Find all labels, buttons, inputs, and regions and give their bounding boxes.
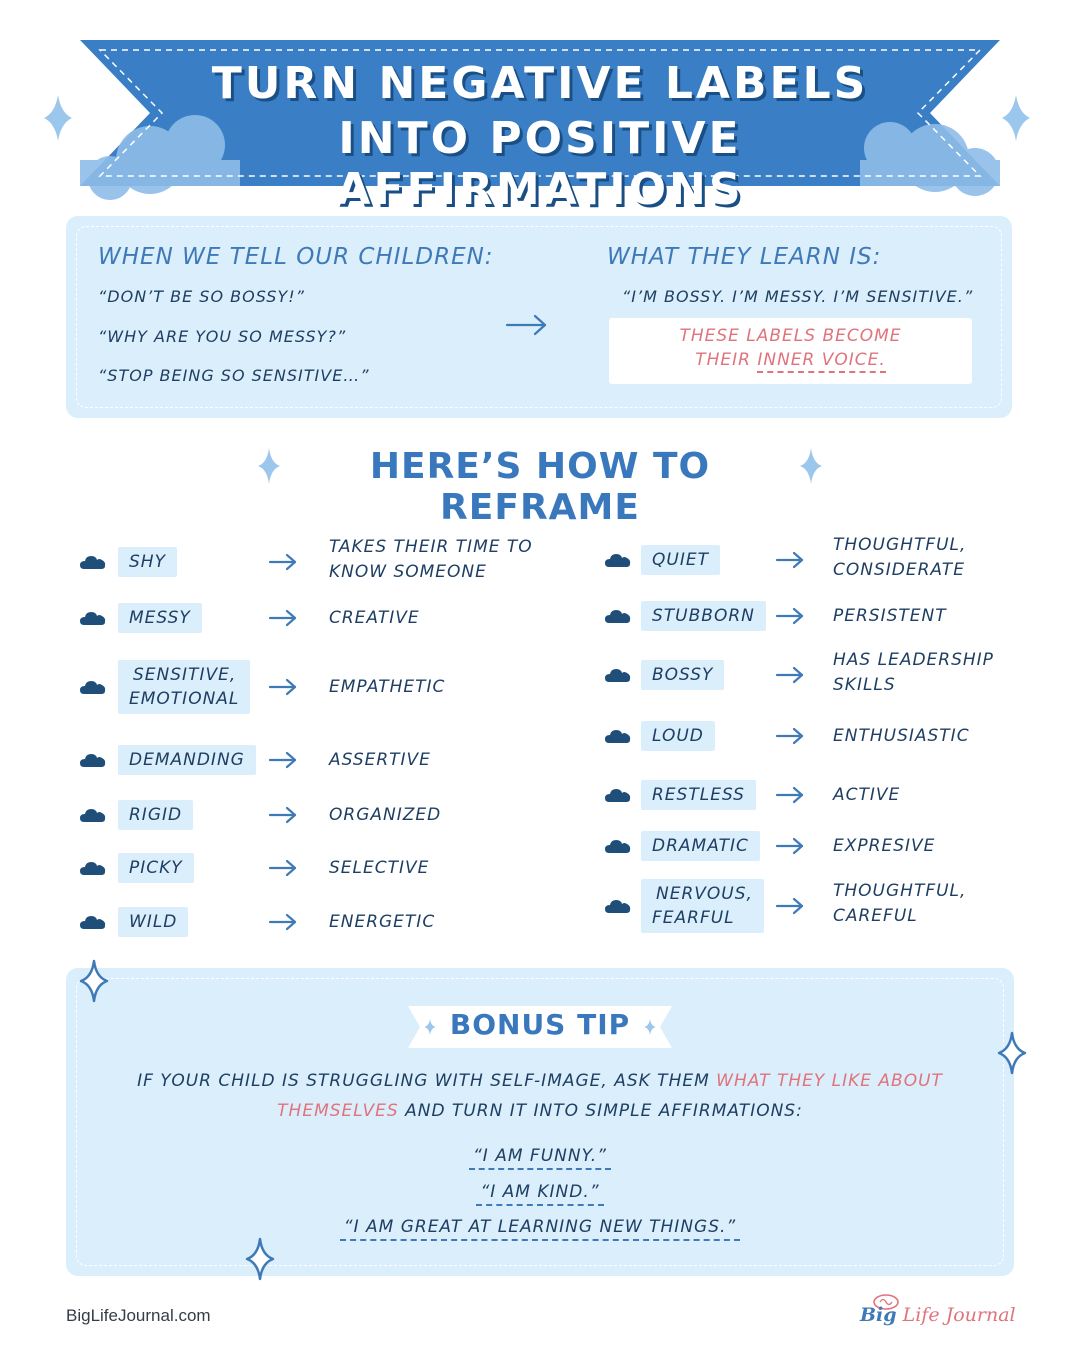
negative-label-text: RIGID bbox=[129, 805, 183, 825]
negative-label-text: FEARFUL bbox=[652, 908, 735, 928]
sparkle-outline-icon bbox=[244, 1236, 276, 1282]
bonus-text: AND TURN IT INTO SIMPLE AFFIRMATIONS: bbox=[398, 1101, 803, 1121]
arrow-right-icon bbox=[268, 858, 298, 882]
positive-reframe-text: EMPATHETIC bbox=[329, 676, 446, 697]
negative-label-text: SHY bbox=[129, 552, 166, 572]
sparkle-outline-icon bbox=[996, 1030, 1028, 1076]
negative-label-chip bbox=[118, 745, 256, 775]
negative-label-text: NERVOUS, bbox=[656, 884, 753, 904]
arrow-right-icon bbox=[775, 836, 805, 860]
negative-label-chip bbox=[118, 907, 188, 937]
bonus-tip-line-2 bbox=[66, 1101, 1014, 1121]
arrow-right-icon bbox=[775, 606, 805, 630]
negative-label-chip bbox=[118, 853, 194, 883]
bonus-tip-line-1 bbox=[66, 1071, 1014, 1091]
positive-reframe bbox=[329, 910, 435, 935]
inner-voice-line-2 bbox=[609, 350, 972, 370]
intro-learned-quote: “I’M BOSSY. I’M MESSY. I’M SENSITIVE.” bbox=[622, 287, 974, 306]
positive-reframe bbox=[329, 856, 429, 881]
inner-voice-prefix: THEIR bbox=[695, 350, 758, 370]
reframe-heading: HERE’S HOW TO REFRAME bbox=[369, 446, 711, 528]
inner-voice-emphasis: INNER VOICE. bbox=[757, 350, 885, 373]
cloud-icon bbox=[605, 838, 631, 858]
positive-reframe-text: ACTIVE bbox=[833, 784, 901, 805]
negative-label-chip bbox=[641, 831, 760, 861]
cloud-icon bbox=[80, 554, 106, 574]
positive-reframe bbox=[833, 879, 966, 929]
negative-label-chip bbox=[641, 545, 720, 575]
negative-label-text: SENSITIVE, bbox=[133, 665, 237, 685]
positive-reframe-text: THOUGHTFUL, bbox=[833, 881, 967, 901]
negative-label-text: BOSSY bbox=[652, 665, 714, 685]
positive-reframe bbox=[833, 533, 966, 583]
negative-label-text: DRAMATIC bbox=[652, 836, 749, 856]
arrow-right-icon bbox=[775, 726, 805, 750]
bonus-highlight: THEMSELVES bbox=[277, 1101, 399, 1121]
positive-reframe bbox=[329, 606, 420, 631]
positive-reframe-text: THOUGHTFUL, bbox=[833, 535, 967, 555]
intro-quote-bossy: “DON’T BE SO BOSSY!” bbox=[98, 287, 305, 306]
negative-label-chip bbox=[641, 879, 764, 933]
footer-url[interactable]: BigLifeJournal.com bbox=[66, 1306, 211, 1325]
positive-reframe bbox=[833, 724, 970, 749]
cloud-icon bbox=[80, 679, 106, 699]
negative-label-chip bbox=[118, 800, 193, 830]
arrow-right-icon bbox=[268, 552, 298, 576]
bonus-highlight: WHAT THEY LIKE ABOUT bbox=[716, 1071, 943, 1091]
positive-reframe bbox=[833, 783, 900, 808]
negative-label-chip bbox=[118, 603, 202, 633]
positive-reframe-text: TAKES THEIR TIME TO bbox=[329, 537, 533, 557]
negative-label-text: STUBBORN bbox=[652, 606, 755, 626]
positive-reframe bbox=[833, 604, 947, 629]
arrow-right-icon bbox=[775, 896, 805, 920]
arrow-right-icon bbox=[268, 912, 298, 936]
cloud-icon bbox=[80, 752, 106, 772]
negative-label-chip bbox=[641, 780, 756, 810]
positive-reframe-text: ENTHUSIASTIC bbox=[833, 725, 970, 746]
positive-reframe bbox=[833, 648, 994, 698]
ribbon-right-end bbox=[638, 1006, 672, 1048]
affirmation-text: “I AM GREAT AT LEARNING NEW THINGS.” bbox=[340, 1217, 740, 1241]
intro-quote-sensitive: “STOP BEING SO SENSITIVE…” bbox=[98, 366, 370, 385]
negative-label-text: WILD bbox=[129, 912, 178, 932]
inner-voice-card bbox=[609, 318, 972, 384]
negative-label-chip bbox=[641, 721, 715, 751]
negative-label-chip bbox=[118, 547, 177, 577]
positive-reframe-text: CAREFUL bbox=[833, 906, 918, 926]
positive-reframe-text: PERSISTENT bbox=[833, 605, 947, 626]
arrow-right-icon bbox=[775, 785, 805, 809]
banner-title-line-1: TURN NEGATIVE LABELS bbox=[211, 58, 869, 109]
negative-label-text: MESSY bbox=[129, 608, 191, 628]
affirmation-text: “I AM KIND.” bbox=[476, 1182, 603, 1206]
arrow-right-icon bbox=[775, 665, 805, 689]
cloud-icon bbox=[80, 610, 106, 630]
negative-label-text: DEMANDING bbox=[129, 750, 245, 770]
affirmation-funny bbox=[66, 1146, 1014, 1166]
sparkle-icon bbox=[798, 446, 824, 486]
positive-reframe-text: EXPRESIVE bbox=[833, 835, 936, 856]
brand-logo-rest: Life Journal bbox=[896, 1304, 1016, 1326]
ribbon-left-end bbox=[408, 1006, 442, 1048]
negative-label-text: QUIET bbox=[652, 550, 709, 570]
positive-reframe-text: SELECTIVE bbox=[329, 857, 430, 878]
negative-label-text: RESTLESS bbox=[652, 785, 745, 805]
positive-reframe-text: ENERGETIC bbox=[329, 911, 436, 932]
negative-label-chip bbox=[118, 660, 250, 714]
positive-reframe-text: SKILLS bbox=[833, 675, 896, 695]
positive-reframe-text: CONSIDERATE bbox=[833, 560, 965, 580]
positive-reframe-text: ORGANIZED bbox=[329, 804, 442, 825]
arrow-right-icon bbox=[268, 677, 298, 701]
negative-label-text: PICKY bbox=[129, 858, 183, 878]
inner-voice-line-1: THESE LABELS BECOME bbox=[679, 326, 902, 346]
positive-reframe-text: CREATIVE bbox=[329, 607, 420, 628]
affirmation-text: “I AM FUNNY.” bbox=[469, 1146, 611, 1170]
positive-reframe bbox=[329, 748, 431, 773]
cloud-icon bbox=[605, 552, 631, 572]
cloud-icon bbox=[605, 667, 631, 687]
intro-right-heading: WHAT THEY LEARN IS: bbox=[607, 244, 882, 270]
positive-reframe bbox=[329, 675, 445, 700]
arrow-right-icon bbox=[268, 805, 298, 829]
arrow-right-icon bbox=[268, 750, 298, 774]
sparkle-outline-icon bbox=[78, 958, 110, 1004]
positive-reframe bbox=[329, 803, 441, 828]
positive-reframe bbox=[833, 834, 935, 859]
cloud-icon bbox=[80, 807, 106, 827]
bonus-text: IF YOUR CHILD IS STRUGGLING WITH SELF-IMAGE, ASK THEM bbox=[137, 1071, 717, 1091]
arrow-right-icon bbox=[775, 550, 805, 574]
cloud-icon bbox=[80, 860, 106, 880]
intro-left-heading: WHEN WE TELL OUR CHILDREN: bbox=[98, 244, 494, 270]
cloud-icon bbox=[605, 898, 631, 918]
arrow-right-icon bbox=[505, 312, 549, 338]
sparkle-icon bbox=[256, 446, 282, 486]
positive-reframe-text: ASSERTIVE bbox=[329, 749, 431, 770]
negative-label-chip bbox=[641, 601, 766, 631]
cloud-icon bbox=[605, 728, 631, 748]
negative-label-text: EMOTIONAL bbox=[129, 689, 240, 709]
affirmation-learning bbox=[66, 1217, 1014, 1237]
negative-label-text: LOUD bbox=[652, 726, 704, 746]
cloud-icon bbox=[605, 608, 631, 628]
sparkle-icon bbox=[44, 95, 72, 141]
brand-logo-big: Big bbox=[860, 1304, 897, 1326]
cloud-icon bbox=[605, 787, 631, 807]
arrow-right-icon bbox=[268, 608, 298, 632]
banner-title-line-2: INTO POSITIVE AFFIRMATIONS bbox=[336, 113, 744, 215]
bonus-tip-title: BONUS TIP bbox=[449, 1008, 631, 1041]
positive-reframe bbox=[329, 535, 533, 585]
negative-label-chip bbox=[641, 660, 724, 690]
intro-quote-messy: “WHY ARE YOU SO MESSY?” bbox=[98, 327, 347, 346]
positive-reframe-text: KNOW SOMEONE bbox=[329, 562, 487, 582]
cloud-icon bbox=[80, 914, 106, 934]
positive-reframe-text: HAS LEADERSHIP bbox=[833, 650, 994, 670]
affirmation-kind bbox=[66, 1182, 1014, 1202]
brand-logo bbox=[860, 1304, 1016, 1326]
